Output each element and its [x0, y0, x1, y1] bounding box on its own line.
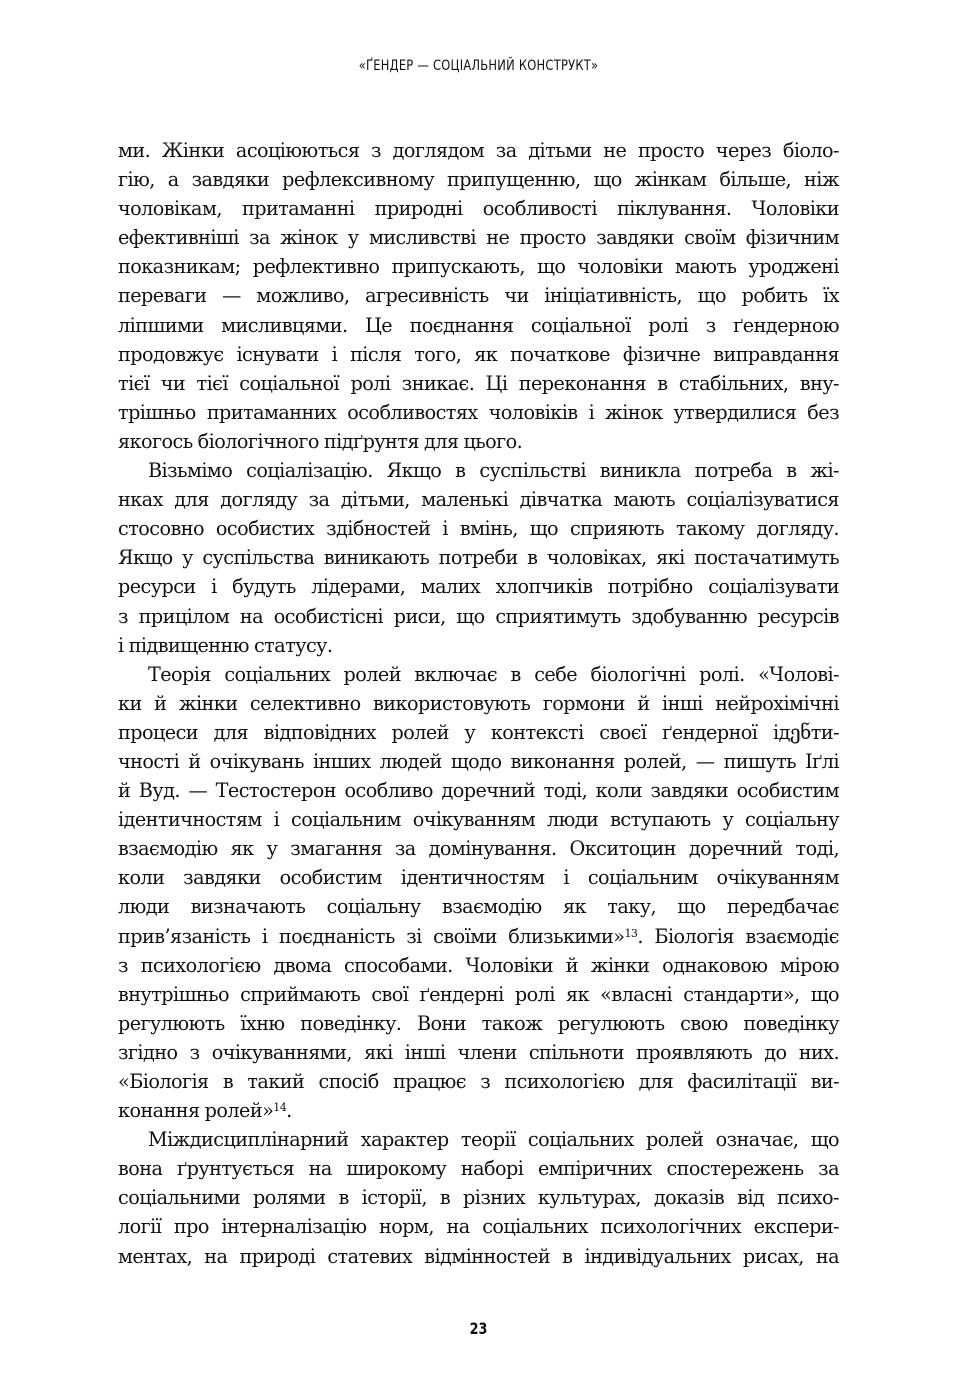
text-line: з прицілом на особистісні риси, що сприятимуть здобуванню ресурсів	[118, 604, 839, 628]
text-line: стосовно особистих здібностей і вмінь, що сприяють такому догляду.	[118, 517, 839, 541]
text-line: показникам; рефлективно припускають, що чоловіки мають уроджені	[118, 255, 839, 279]
text-line: продовжує існувати і після того, як початкове фізичне виправдання	[118, 342, 839, 366]
page-number: 23	[469, 1319, 488, 1338]
text-line: і підвищенню статусу.	[118, 633, 333, 657]
text-line: ресурси і будуть лідерами, малих хлопчиків потрібно соціалізувати	[118, 575, 839, 599]
line-tail-text: .	[286, 1099, 292, 1123]
text-line: й Вуд. — Тестостерон особливо доречний тоді, коли завдяки особистим	[118, 779, 839, 803]
text-line: тієї чи тієї соціальної ролі зникає. Ці переконання в стабільних, вну-	[118, 371, 839, 395]
text-line: внутрішньо сприймають свої ґендерні ролі як «власні стандарти», що	[118, 982, 839, 1006]
text-line: Теорія соціальних ролей включає в себе біологічні ролі. «Чолові-	[148, 662, 839, 686]
paragraph	[118, 1125, 839, 1270]
text-line: з психологією двома способами. Чоловіки й жінки однаковою мірою	[118, 953, 839, 977]
text-line: люди визначають соціальну взаємодію як таку, що передбачає	[118, 895, 839, 919]
text-line: ми. Жінки асоціюються з доглядом за дітьми не просто через біоло-	[118, 139, 839, 162]
text-line: згідно з очікуваннями, які інші члени спільноти проявляють до них.	[118, 1040, 839, 1064]
paragraph	[118, 660, 839, 1126]
text-line: гію, а завдяки рефлексивному припущенню, що жінкам більше, ніж	[118, 168, 839, 192]
text-line: нках для догляду за дітьми, маленькі дівчатка мають соціалізуватися	[118, 488, 839, 512]
body-text	[118, 136, 839, 1271]
text-line: ки й жінки селективно використовують гормони й інші нейрохімічні	[118, 691, 839, 715]
text-line: ментах, на природі статевих відмінностей в індивідуальних рисах, на	[118, 1244, 839, 1268]
text-line: Якщо у суспільства виникають потреби в чоловіках, які постачатимуть	[118, 546, 839, 570]
text-line: ідентичностям і соціальним очікуванням люди вступають у соціальну	[118, 808, 839, 832]
quote-end-text: прив’язаність і поєднаність зі своїми близькими»	[118, 924, 625, 948]
text-line: «Біологія в такий спосіб працює з психологією для фасилітації ви-	[118, 1070, 839, 1093]
text-line: ліпшими мисливцями. Це поєднання соціальної ролі з ґендерною	[118, 313, 839, 337]
text-line: чоловікам, притаманні природні особливості піклування. Чоловіки	[118, 197, 839, 221]
text-line: логії про інтерналізацію норм, на соціальних психологічних експери-	[118, 1215, 839, 1239]
text-line: переваги — можливо, агресивність чи ініціативність, що робить їх	[118, 284, 839, 308]
text-line: Візьмімо соціалізацію. Якщо в суспільстві виникла потреба в жі-	[148, 459, 839, 483]
paragraph	[118, 456, 839, 660]
text-line: ефективніші за жінок у мисливстві не просто завдяки своїм фізичним	[118, 226, 839, 250]
text-line: коли завдяки особистим ідентичностям і соціальним очікуванням	[118, 866, 839, 890]
quote-end-text: конання ролей»	[118, 1099, 274, 1123]
footnote-ref-13[interactable]: 13	[624, 926, 638, 940]
footnote-ref-14[interactable]: 14	[273, 1101, 287, 1115]
text-line: якогось біологічного підґрунтя для цього.	[118, 429, 523, 453]
text-line: соціальними ролями в історії, в різних культурах, доказів від психо-	[118, 1186, 839, 1210]
line-tail-text: . Біологія взаємодіє	[637, 924, 839, 948]
paragraph	[118, 136, 839, 456]
text-line: регулюють їхню поведінку. Вони також регулюють свою поведінку	[118, 1011, 839, 1035]
text-line: Міждисциплінарний характер теорії соціальних ролей означає, що	[148, 1128, 839, 1152]
text-line: трішньо притаманних особливостях чоловіків і жінок утвердилися без	[118, 400, 839, 424]
text-line	[118, 922, 839, 951]
text-line: взаємодію як у змагання за домінування. Окситоцин доречний тоді,	[118, 837, 839, 861]
text-line	[118, 1096, 839, 1125]
text-line: вона ґрунтується на широкому наборі емпіричних спостережень за	[118, 1157, 839, 1181]
running-head: «ҐЕНДЕР — СОЦІАЛЬНИЙ КОНСТРУКТ»	[358, 58, 599, 74]
text-line: процеси для відповідних ролей у контексті своєї ґендерної ідენти-	[118, 720, 839, 744]
text-line: чності й очікувань інших людей щодо виконання ролей, — пишуть Іґлі	[118, 749, 839, 773]
